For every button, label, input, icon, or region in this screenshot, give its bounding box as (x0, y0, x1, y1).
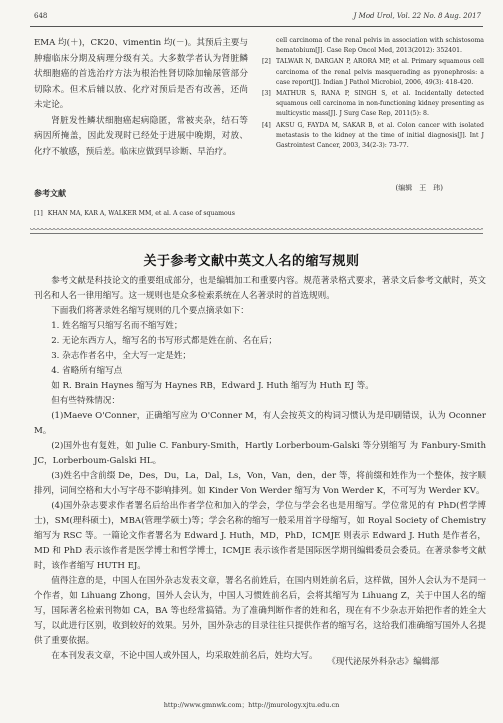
left-paragraph: EMA 均(＋)，CK20、vimentin 均(－)。其预后主要与肿瘤临床分期及病理分级有关。大多数学者认为肾脏鳞状细胞癌的首选治疗方法为根治性肾切除加输尿管部分切除术。但术后辅以放、化疗对预后是否有改善，还尚未定论。 (34, 38, 248, 110)
body-paragraph: 但有些特殊情况： (51, 396, 120, 406)
body-paragraph: 在本刊发表文章，不论中国人或外国人，均采取姓前名后，姓均大写。 (51, 651, 318, 661)
special-case: (2)国外也有复姓，如 Julie C. Fanbury-Smith，Hartly Lorberboum-Galski 等分别缩写 为 Fanbury-Smith JC，Lorberboum-Galski HL。 (34, 441, 486, 466)
rule-item: 4. 省略所有缩写点 (51, 366, 123, 376)
editor-credit: (编辑 王 玮) (395, 184, 443, 192)
right-column-references (262, 36, 484, 152)
rule-item: 3. 杂志作者名中，全大写一定是姓； (51, 351, 192, 361)
wavy-divider (30, 228, 483, 232)
rule-item: 1. 姓名缩写只缩写名而不缩写姓； (51, 321, 183, 331)
divider-rule (30, 233, 483, 234)
page-number: 648 (34, 12, 48, 20)
running-header: J Mod Urol, Vol. 22 No. 8 Aug. 2017 (353, 12, 481, 20)
reference-entry: [3] MATHUR S, RANA P, SINGH S, et al. Incidentally detected squamous cell carcinoma in non-functioning kidney presenting as multicystic mass[J]. J Surg Case Rep, 2011(5): 8. (262, 90, 484, 118)
special-case: (4)国外杂志要求作者署名后给出作者学位和加入的学会，学位与学会名也是用缩写。学位常见的有 PhD(哲学博士)，SM(理科硕士)，MBA(管理学硕士)等；学会名称的缩写一般采用首字母缩写，如 Royal Society of Chemistry 缩写为 RSC 等。一篇论文作者署名为 Edward J. Huth，MD，PhD，ICMJE 则表示 Edward J. Huth 是作者名，MD 和 PhD 表示该作者是医学博士和哲学博士，ICMJE 表示该作者是国际医学期刊编辑委员会委员。在著录参考文献时，该作者缩写 HUTH EJ。 (34, 501, 486, 571)
body-paragraph: 下面我们将著录姓名缩写规则的几个要点摘录如下： (51, 306, 249, 316)
body-paragraph: 如 R. Brain Haynes 缩写为 Haynes RB，Edward J. Huth 缩写为 Huth EJ 等。 (51, 381, 374, 391)
signoff: 《现代泌尿外科杂志》编辑部 (327, 657, 439, 667)
references-heading: 参考文献 (34, 188, 66, 198)
body-paragraph: 参考文献是科技论文的重要组成部分，也是编辑加工和重要内容。规范著录格式要求，著录文后参考文献时，英文刊名和人名一律用缩写。这一规则也是众多检索系统在人名著录时的首选规则。 (34, 276, 486, 301)
header-rule (30, 26, 483, 27)
reference-entry: cell carcinoma of the renal pelvis in association with schistosoma hematobium[J]. Case Rep Oncol Med, 2013(2012): 352401. (276, 37, 484, 55)
special-case: (3)姓名中含前缀 De，Des，Du，La，Dal，Ls，Von，Van，den，der 等，将前缀和姓作为一个整体，按字顺排列，词间空格和大小写字母不影响排列。如 Kinder Von Werder 缩写为 Von Werder K，不可写为 Werder KV。 (34, 471, 486, 496)
reference-entry: [2] TALWAR N, DARGAN P, ARORA MP, et al. Primary squamous cell carcinoma of the renal pelvis masquerading as pyonephrosis: a case report[J]. Indian J Pathol Microbiol, 2006, 49(3): 418-420. (262, 58, 484, 86)
left-paragraph: 肾脏发性鳞状细胞癌起病隐匿，常被夹杂，结石等病因所掩盖，因此发现时已经处于进展中晚期，对放、化疗不敏感，预后差。临床应做到早诊断、早治疗。 (34, 115, 248, 157)
rule-item: 2. 无论东西方人，缩写名的书写形式都是姓在前、名在后； (51, 336, 277, 346)
notice-title: 关于参考文献中英文人名的缩写规则 (143, 254, 360, 269)
reference-entry: [4] AKSU G, FAYDA M, SAKAR B, et al. Colon cancer with isolated metastasis to the kidney at the time of initial diagnosis[J]. Int J Gastrointest Cancer, 2003, 34(2-3): 73-77. (262, 121, 484, 150)
footer-urls[interactable]: http://www.gmnwk.com；http://jmurology.xjtu.edu.cn (163, 701, 340, 709)
body-paragraph: 值得注意的是，中国人在国外杂志发表文章，署名名前姓后，在国内则姓前名后，这样做，国外人会认为不是同一个作者，如 Lihuang Zhong，国外人会认为，中国人习惯姓前名后，会将其缩写为 Lihuang Z，关于中国人名的缩写，国际著名检索刊物如 CA，BA 等也经常搞错。为了准确判断作者的姓和名，现在有不少杂志开始把作者的姓全大写，以此进行区别，收到较好的效果。另外，国外杂志的目录往往只提供作者的缩写名，这给我们准确缩写国外人名提供了重要依据。 (34, 576, 486, 646)
left-column (34, 36, 248, 160)
reference-entry-first: [1] KHAN MA, KAR A, WALKER MM, et al. A case of squamous (34, 210, 235, 217)
notice-body (34, 274, 486, 664)
special-case: (1)Maeve O'Conner，正确缩写应为 O'Conner M，有人会按英文的构词习惯认为是印刷错误，认为 Oconner M。 (34, 411, 486, 436)
